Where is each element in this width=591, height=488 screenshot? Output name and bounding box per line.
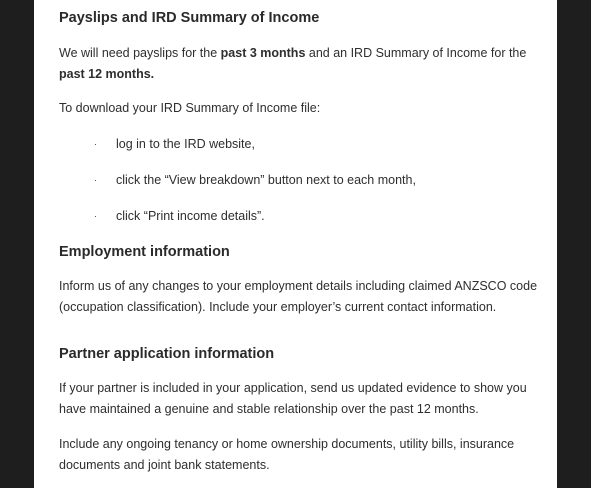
employment-body: Inform us of any changes to your employment details including claimed ANZSCO code (occupation classification). Include your employer’s current contact information. [59, 279, 538, 314]
payslips-intro-pre: We will need payslips for the [59, 46, 221, 60]
payslips-heading: Payslips and IRD Summary of Income [59, 10, 320, 26]
payslips-intro-mid: and an IRD Summary of Income for the [305, 46, 527, 60]
left-dark-margin [0, 0, 34, 488]
list-item-text: click “Print income details”. [116, 209, 265, 223]
partner-heading: Partner application information [59, 346, 275, 362]
bullet-icon: · [94, 175, 97, 185]
payslips-intro [59, 43, 539, 85]
partner-body-2: Include any ongoing tenancy or home ownership documents, utility bills, insurance documents and joint bank statements. [59, 437, 515, 472]
bullet-icon: · [94, 139, 97, 149]
right-dark-margin [557, 0, 591, 488]
list-item-text: click the “View breakdown” button next to each month, [116, 173, 416, 187]
employment-heading: Employment information [59, 244, 230, 260]
list-item-text: log in to the IRD website, [116, 137, 255, 151]
partner-body-1: If your partner is included in your application, send us updated evidence to show you have maintained a genuine and stable relationship over the past 12 months. [59, 381, 527, 416]
payslips-intro-bold-12-months: past 12 months. [59, 67, 155, 81]
download-intro: To download your IRD Summary of Income file: [59, 101, 321, 115]
bullet-icon: · [94, 211, 97, 221]
document-page [34, 0, 557, 488]
payslips-intro-bold-3-months: past 3 months [220, 46, 306, 60]
